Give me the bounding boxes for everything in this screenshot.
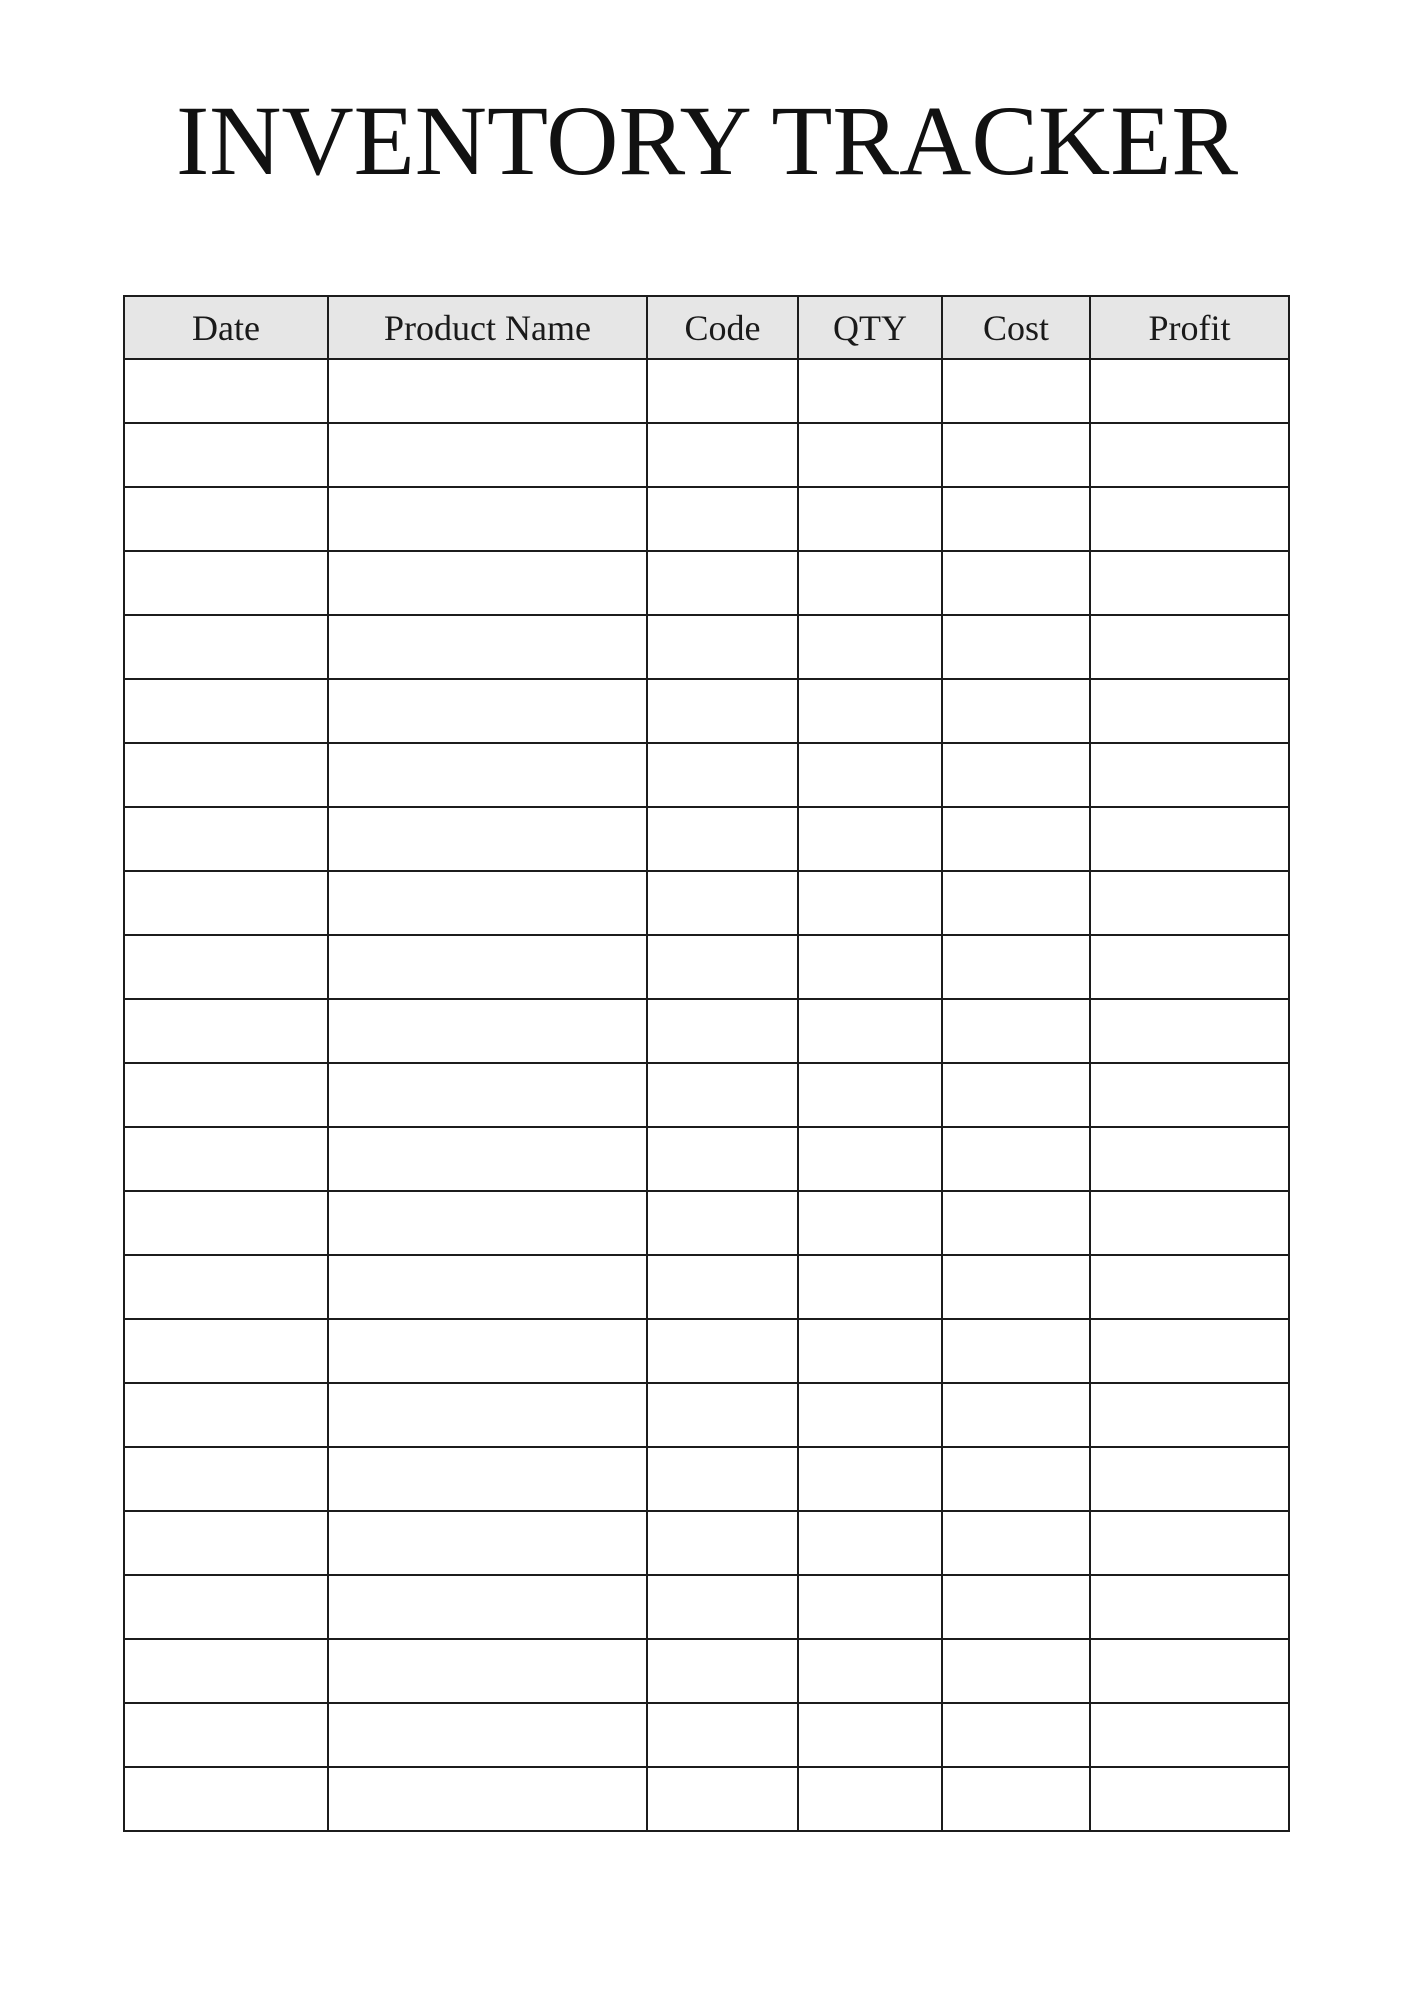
table-cell-product-name	[328, 679, 647, 743]
table-row	[124, 1639, 1289, 1703]
table-cell-profit	[1090, 1447, 1289, 1511]
table-cell-cost	[942, 551, 1090, 615]
table-cell-code	[647, 1575, 798, 1639]
table-cell-profit	[1090, 615, 1289, 679]
table-cell-qty	[798, 1383, 942, 1447]
table-cell-qty	[798, 999, 942, 1063]
table-row	[124, 1255, 1289, 1319]
table-cell-profit	[1090, 999, 1289, 1063]
table-cell-date	[124, 935, 328, 999]
table-cell-code	[647, 999, 798, 1063]
column-header-profit: Profit	[1090, 296, 1289, 359]
table-cell-qty	[798, 935, 942, 999]
table-cell-cost	[942, 935, 1090, 999]
table-row	[124, 423, 1289, 487]
table-cell-product-name	[328, 935, 647, 999]
table-cell-date	[124, 1255, 328, 1319]
table-cell-product-name	[328, 1383, 647, 1447]
table-cell-date	[124, 807, 328, 871]
table-cell-cost	[942, 1063, 1090, 1127]
table-row	[124, 1383, 1289, 1447]
table-cell-product-name	[328, 487, 647, 551]
table-cell-cost	[942, 807, 1090, 871]
table-cell-cost	[942, 1191, 1090, 1255]
table-cell-date	[124, 1319, 328, 1383]
table-cell-cost	[942, 871, 1090, 935]
table-cell-qty	[798, 615, 942, 679]
table-cell-date	[124, 1767, 328, 1831]
table-cell-qty	[798, 1639, 942, 1703]
table-cell-product-name	[328, 551, 647, 615]
table-cell-cost	[942, 1319, 1090, 1383]
table-cell-profit	[1090, 487, 1289, 551]
table-cell-profit	[1090, 423, 1289, 487]
table-cell-product-name	[328, 1575, 647, 1639]
table-cell-code	[647, 1703, 798, 1767]
table-cell-date	[124, 1127, 328, 1191]
table-cell-product-name	[328, 1447, 647, 1511]
table-cell-code	[647, 935, 798, 999]
table-row	[124, 551, 1289, 615]
table-cell-code	[647, 1383, 798, 1447]
table-cell-date	[124, 1511, 328, 1575]
table-cell-profit	[1090, 807, 1289, 871]
column-header-cost: Cost	[942, 296, 1090, 359]
table-cell-profit	[1090, 871, 1289, 935]
table-header-row	[124, 296, 1289, 359]
table-cell-profit	[1090, 359, 1289, 423]
table-row	[124, 807, 1289, 871]
table-cell-code	[647, 1255, 798, 1319]
table-cell-product-name	[328, 1319, 647, 1383]
table-cell-product-name	[328, 871, 647, 935]
table-cell-code	[647, 871, 798, 935]
table-cell-qty	[798, 1191, 942, 1255]
table-cell-profit	[1090, 1255, 1289, 1319]
table-cell-qty	[798, 1127, 942, 1191]
table-cell-date	[124, 551, 328, 615]
table-cell-profit	[1090, 1767, 1289, 1831]
table-cell-profit	[1090, 1703, 1289, 1767]
table-cell-date	[124, 1191, 328, 1255]
table-cell-cost	[942, 423, 1090, 487]
column-header-code: Code	[647, 296, 798, 359]
table-cell-profit	[1090, 551, 1289, 615]
table-cell-code	[647, 1639, 798, 1703]
table-cell-profit	[1090, 1127, 1289, 1191]
table-cell-product-name	[328, 423, 647, 487]
table-row	[124, 1319, 1289, 1383]
table-cell-product-name	[328, 1255, 647, 1319]
table-row	[124, 743, 1289, 807]
table-cell-cost	[942, 359, 1090, 423]
table-body	[124, 359, 1289, 1831]
table-cell-product-name	[328, 807, 647, 871]
inventory-table	[123, 295, 1290, 1832]
table-cell-qty	[798, 679, 942, 743]
table-row	[124, 1063, 1289, 1127]
table-cell-qty	[798, 807, 942, 871]
table-cell-profit	[1090, 1383, 1289, 1447]
table-row	[124, 935, 1289, 999]
table-cell-product-name	[328, 359, 647, 423]
table-cell-code	[647, 1063, 798, 1127]
table-row	[124, 615, 1289, 679]
column-header-qty: QTY	[798, 296, 942, 359]
table-cell-qty	[798, 871, 942, 935]
table-cell-date	[124, 679, 328, 743]
table-cell-cost	[942, 999, 1090, 1063]
table-cell-code	[647, 1511, 798, 1575]
table-cell-date	[124, 1383, 328, 1447]
table-cell-qty	[798, 1447, 942, 1511]
table-cell-date	[124, 1703, 328, 1767]
table-cell-qty	[798, 1511, 942, 1575]
table-cell-cost	[942, 1255, 1090, 1319]
table-cell-profit	[1090, 1063, 1289, 1127]
table-row	[124, 679, 1289, 743]
table-cell-product-name	[328, 1511, 647, 1575]
table-cell-date	[124, 423, 328, 487]
page-title: INVENTORY TRACKER	[175, 85, 1239, 196]
table-cell-cost	[942, 487, 1090, 551]
table-cell-code	[647, 1447, 798, 1511]
table-cell-qty	[798, 743, 942, 807]
table-cell-profit	[1090, 679, 1289, 743]
table-cell-code	[647, 679, 798, 743]
table-cell-product-name	[328, 1063, 647, 1127]
table-cell-date	[124, 1639, 328, 1703]
table-cell-product-name	[328, 615, 647, 679]
table-cell-cost	[942, 1383, 1090, 1447]
table-row	[124, 1575, 1289, 1639]
table-cell-cost	[942, 1767, 1090, 1831]
table-cell-date	[124, 359, 328, 423]
table-cell-date	[124, 615, 328, 679]
table-cell-date	[124, 1575, 328, 1639]
table-cell-cost	[942, 743, 1090, 807]
table-cell-cost	[942, 1639, 1090, 1703]
table-row	[124, 1191, 1289, 1255]
table-cell-profit	[1090, 1191, 1289, 1255]
table-row	[124, 999, 1289, 1063]
table-cell-code	[647, 1191, 798, 1255]
table-cell-qty	[798, 359, 942, 423]
table-cell-qty	[798, 1063, 942, 1127]
table-cell-profit	[1090, 743, 1289, 807]
table-row	[124, 487, 1289, 551]
table-row	[124, 359, 1289, 423]
table-row	[124, 871, 1289, 935]
table-cell-product-name	[328, 999, 647, 1063]
table-cell-cost	[942, 1511, 1090, 1575]
table-cell-qty	[798, 487, 942, 551]
table-cell-code	[647, 743, 798, 807]
table-cell-profit	[1090, 1319, 1289, 1383]
table-cell-qty	[798, 1575, 942, 1639]
table-cell-profit	[1090, 935, 1289, 999]
table-cell-date	[124, 1063, 328, 1127]
table-cell-cost	[942, 1447, 1090, 1511]
table-cell-qty	[798, 1703, 942, 1767]
table-cell-product-name	[328, 1703, 647, 1767]
table-cell-code	[647, 1127, 798, 1191]
table-cell-cost	[942, 1703, 1090, 1767]
table-row	[124, 1511, 1289, 1575]
table-row	[124, 1703, 1289, 1767]
table-cell-date	[124, 1447, 328, 1511]
table-cell-qty	[798, 1319, 942, 1383]
table-cell-code	[647, 487, 798, 551]
table-cell-code	[647, 1319, 798, 1383]
table-cell-product-name	[328, 743, 647, 807]
table-cell-date	[124, 999, 328, 1063]
table-cell-cost	[942, 1575, 1090, 1639]
table-cell-profit	[1090, 1639, 1289, 1703]
table-cell-code	[647, 807, 798, 871]
table-cell-cost	[942, 679, 1090, 743]
table-row	[124, 1127, 1289, 1191]
table-cell-qty	[798, 1767, 942, 1831]
table-cell-product-name	[328, 1639, 647, 1703]
table-cell-product-name	[328, 1767, 647, 1831]
table-cell-date	[124, 871, 328, 935]
table-cell-cost	[942, 1127, 1090, 1191]
table-row	[124, 1447, 1289, 1511]
table-cell-cost	[942, 615, 1090, 679]
column-header-product-name: Product Name	[328, 296, 647, 359]
table-cell-code	[647, 551, 798, 615]
table-cell-code	[647, 359, 798, 423]
table-cell-code	[647, 1767, 798, 1831]
table-cell-profit	[1090, 1575, 1289, 1639]
table-cell-code	[647, 423, 798, 487]
column-header-date: Date	[124, 296, 328, 359]
table-row	[124, 1767, 1289, 1831]
table-cell-date	[124, 487, 328, 551]
table-cell-qty	[798, 1255, 942, 1319]
table-cell-product-name	[328, 1191, 647, 1255]
table-cell-qty	[798, 551, 942, 615]
table-cell-profit	[1090, 1511, 1289, 1575]
table-cell-code	[647, 615, 798, 679]
table-cell-qty	[798, 423, 942, 487]
table-cell-date	[124, 743, 328, 807]
table-cell-product-name	[328, 1127, 647, 1191]
